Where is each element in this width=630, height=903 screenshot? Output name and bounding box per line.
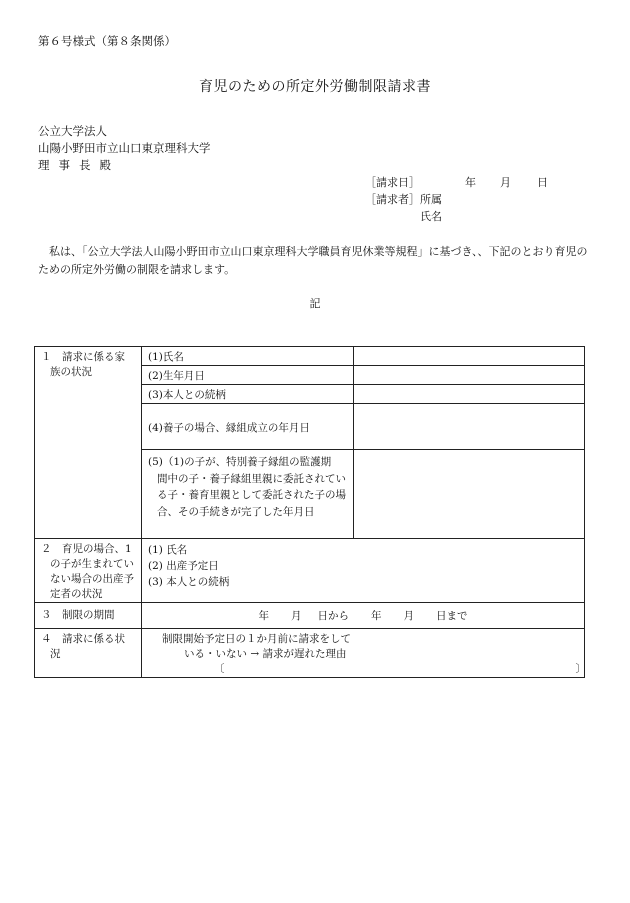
table-row	[35, 629, 585, 678]
expectant-mother-status[interactable]	[142, 539, 585, 603]
request-date-row	[365, 176, 548, 189]
section-1-label: １ 請求に係る家 族の状況	[35, 347, 142, 539]
expectant-name-label: (1) 氏名	[148, 544, 188, 556]
table-row	[35, 539, 585, 603]
family-birthdate-label: (2)生年月日	[142, 366, 354, 385]
special-adoption-label: (5)（1)の子が、特別養子縁組の監護期 間中の子・養子縁組里親に委託されている子・養育里親として委託された子の場合、その手続きが完了した年月日	[142, 450, 354, 539]
expectant-relationship-label: (3) 本人との続柄	[148, 576, 230, 588]
request-detail-table	[34, 346, 585, 678]
adoption-date-field[interactable]	[354, 404, 585, 450]
section-2-label: ２ 育児の場合、1 の子が生まれていない場合の出産予定者の状況	[35, 539, 142, 603]
addressee-line-2: 山陽小野田市立山口東京理科大学	[38, 141, 211, 155]
status-line-2: いる・いない → 請求が遅れた理由	[184, 648, 347, 660]
family-relationship-field[interactable]	[354, 385, 585, 404]
status-line-1: 制限開始予定日の１か月前に請求をして	[162, 633, 351, 645]
requester-name-label: 氏名	[420, 210, 442, 223]
requester-affiliation-label: ［請求者］所属	[365, 193, 442, 206]
form-number: 第６号様式（第８条関係）	[38, 34, 176, 48]
expectant-due-date-label: (2) 出産予定日	[148, 560, 219, 572]
table-row	[35, 347, 585, 366]
addressee-line-3: 理事長殿	[38, 158, 120, 172]
request-date-month: 月	[500, 176, 511, 189]
request-date-day: 日	[537, 176, 548, 189]
ki-heading: 記	[309, 297, 321, 310]
family-relationship-label: (3)本人との続柄	[142, 385, 354, 404]
adoption-date-label: (4)養子の場合、縁組成立の年月日	[142, 404, 354, 450]
request-status-field[interactable]	[142, 629, 585, 678]
special-adoption-field[interactable]	[354, 450, 585, 539]
request-date-label: ［請求日］	[365, 176, 420, 189]
request-body-text: 私は、「公立大学法人山陽小野田市立山口東京理科大学職員育児休業等規程」に基づき、、下記のとおり育児のための所定外労働の制限を請求します。	[38, 245, 588, 276]
family-birthdate-field[interactable]	[354, 366, 585, 385]
table-row	[35, 603, 585, 629]
delay-reason-bracket[interactable]: 〔 〕	[214, 663, 586, 675]
family-name-label: (1)氏名	[142, 347, 354, 366]
family-name-field[interactable]	[354, 347, 585, 366]
request-date-year: 年	[465, 176, 476, 189]
document-title: 育児のための所定外労働制限請求書	[199, 79, 431, 95]
section-3-label: ３ 制限の期間	[35, 603, 142, 629]
restriction-period-field[interactable]: 年 月 日から 年 月 日まで	[142, 603, 585, 629]
addressee-line-1: 公立大学法人	[38, 124, 107, 138]
section-4-label: ４ 請求に係る状 況	[35, 629, 142, 678]
